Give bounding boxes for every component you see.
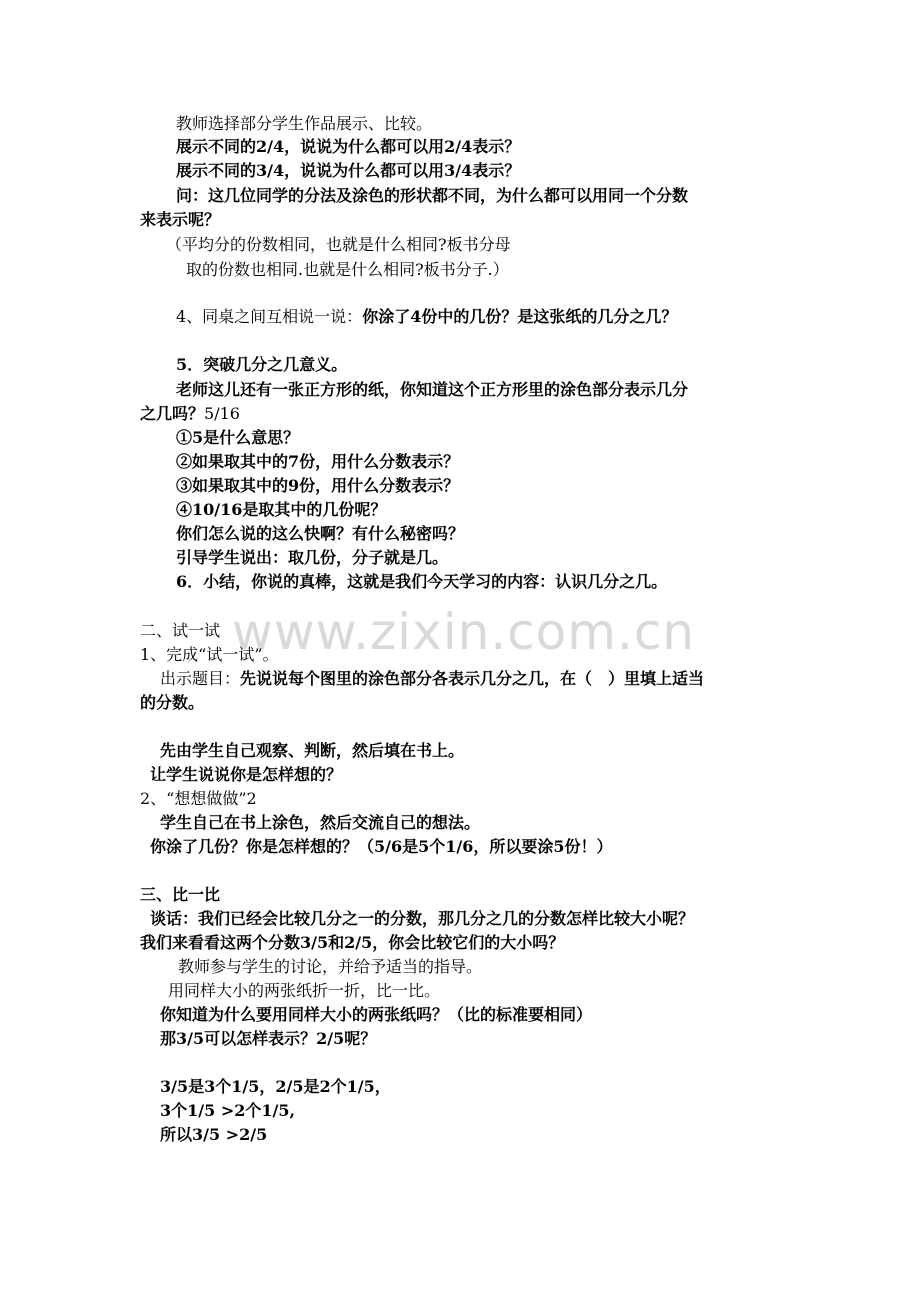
text-line: 先由学生自己观察、判断，然后填在书上。: [160, 741, 465, 760]
text-line: 引导学生说出：取几份，分子就是几。: [176, 548, 449, 567]
text-segment: 出示题目：: [160, 669, 241, 688]
text-line: ②如果取其中的7份，用什么分数表示？: [176, 452, 460, 471]
text-line: 我们来看看这两个分数3/5和2/5，你会比较它们的大小吗？: [140, 933, 565, 952]
text-line: 3个1/5 >2个1/5,: [160, 1101, 296, 1120]
text-line: [176, 306, 677, 328]
text-line: 让学生说说你是怎样想的？: [150, 765, 343, 784]
text-line: [140, 403, 240, 425]
text-line: 来表示呢？: [140, 210, 221, 229]
text-line: 展示不同的2/4，说说为什么都可以用2/4表示？: [176, 137, 521, 156]
text-line: ④10/16是取其中的几份呢？: [176, 500, 387, 519]
text-segment: 4、同桌之间互相说一说：: [176, 307, 363, 326]
text-line: [160, 668, 704, 690]
text-line: 学生自己在书上涂色，然后交流自己的想法。: [160, 813, 481, 832]
text-line: 老师这儿还有一张正方形的纸，你知道这个正方形里的涂色部分表示几分: [176, 380, 689, 399]
text-line: 那3/5可以怎样表示？2/5呢？: [160, 1029, 377, 1048]
text-segment: 你涂了4份中的几份？是这张纸的几分之几？: [362, 307, 678, 326]
text-line: 你知道为什么要用同样大小的两张纸吗？（比的标准要相同）: [160, 1005, 593, 1024]
text-line: ①5是什么意思？: [176, 428, 300, 447]
text-segment: 先说说每个图里的涂色部分各表示几分之几，在（ ）里填上适当: [240, 669, 705, 688]
text-line: 用同样大小的两张纸折一折，比一比。: [168, 981, 441, 1000]
text-line: 教师选择部分学生作品展示、比较。: [176, 114, 433, 133]
text-line: 2、“想想做做”2: [140, 789, 257, 808]
text-line: 取的份数也相同.也就是什么相同?板书分子.）: [186, 260, 509, 279]
text-line: 教师参与学生的讨论，并给予适当的指导。: [178, 957, 483, 976]
text-line: （平均分的份数相同，也就是什么相同?板书分母: [166, 235, 511, 254]
text-line: 3/5是3个1/5，2/5是2个1/5，: [160, 1077, 391, 1096]
watermark: www.zixin.com.cn: [232, 603, 696, 661]
text-line: 你涂了几份？你是怎样想的？（5/6是5个1/6，所以要涂5份！）: [150, 837, 613, 856]
text-line: 问：这几位同学的分法及涂色的形状都不同，为什么都可以用同一个分数: [176, 186, 689, 205]
text-line: 1、完成“试一试”。: [140, 645, 279, 664]
text-segment: 5/16: [204, 404, 240, 423]
text-line: 谈话：我们已经会比较几分之一的分数，那几分之几的分数怎样比较大小呢？: [150, 909, 695, 928]
text-line: 展示不同的3/4，说说为什么都可以用3/4表示？: [176, 161, 521, 180]
text-line: 的分数。: [140, 693, 205, 712]
text-line: 所以3/5 >2/5: [160, 1125, 268, 1144]
text-segment: 之几吗？: [140, 404, 205, 423]
text-line: 6．小结，你说的真棒，这就是我们今天学习的内容：认识几分之几。: [176, 572, 668, 591]
section-heading: 二、试一试: [140, 621, 221, 640]
text-line: 你们怎么说的这么快啊？有什么秘密吗？: [176, 524, 465, 543]
section-heading: 5．突破几分之几意义。: [176, 355, 348, 374]
text-line: ③如果取其中的9份，用什么分数表示？: [176, 476, 460, 495]
section-heading: 三、比一比: [140, 885, 221, 904]
